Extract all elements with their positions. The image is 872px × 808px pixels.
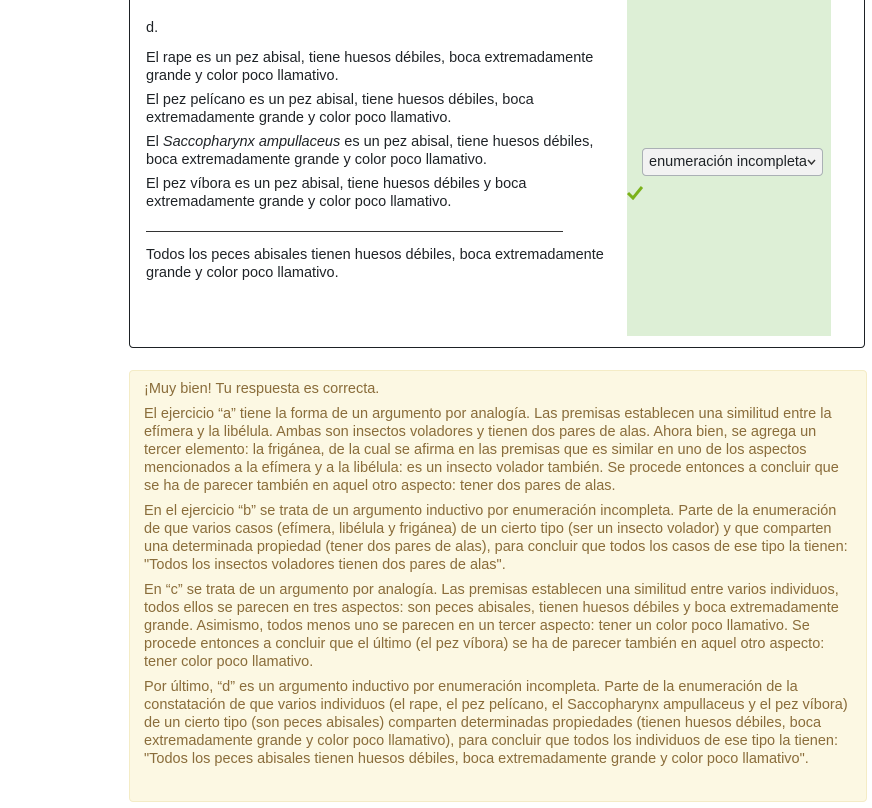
feedback-d: Por último, “d” es un argumento inductivo por enumeración incompleta. Parte de la enumeración de la constatación de que varios individuos (el rape, el pez pelícano, el Saccopharynx ampullaceus y el pez víbora) de un cierto tipo (son peces abisales) comparten determinadas propiedades (tienen huesos débiles, boca extremadamente grande y color poco llamativo), para concluir que todos los individuos de ese tipo la tienen: "Todos los peces abisales tienen huesos débiles, boca extremadamente grande y color poco llamativo". xyxy=(144,679,848,767)
premise-3-species: Saccopharynx ampullaceus xyxy=(162,134,341,150)
conclusion-divider xyxy=(146,231,563,232)
question-text xyxy=(146,19,616,288)
feedback-c: En “c” se trata de un argumento por analogía. Las premisas establecen una similitud entre varios individuos, todos ellos se parecen en tres aspectos: son peces abisales, tienen huesos débiles y boca extremadamente grande. Asimismo, todos menos uno se parecen en un tercer aspecto: tener un color poco llamativo. Se procede entonces a concluir que el último (el pez víbora) se ha de parecer también en aquel otro aspecto: tener color poco llamativo. xyxy=(144,582,839,670)
feedback-b: En el ejercicio “b” se trata de un argumento inductivo por enumeración incompleta. Parte de la enumeración de que varios casos (efímera, libélula y frigánea) de un cierto tipo (ser un insecto volador) y que comparten una determinada propiedad (tener dos pares de alas), para concluir que todos los casos de ese tipo la tienen: "Todos los insectos voladores tienen dos pares de alas". xyxy=(144,503,848,573)
answer-select-value: enumeración incompleta xyxy=(649,154,807,170)
premise-2: El pez pelícano es un pez abisal, tiene huesos débiles, boca extremadamente grande y color poco llamativo. xyxy=(146,92,534,126)
answer-cell xyxy=(627,0,831,336)
check-icon xyxy=(627,183,643,206)
answer-select[interactable] xyxy=(642,148,823,176)
conclusion: Todos los peces abisales tienen huesos débiles, boca extremadamente grande y color poco llamativo. xyxy=(146,247,604,281)
question-box xyxy=(129,0,865,348)
premise-3-suffix: es un pez abisal, tiene huesos débiles, boca extremadamente grande y color poco llamativo. xyxy=(146,134,594,168)
premise-3 xyxy=(146,133,616,169)
premise-1: El rape es un pez abisal, tiene huesos débiles, boca extremadamente grande y color poco llamativo. xyxy=(146,50,594,84)
feedback-panel xyxy=(129,370,867,802)
feedback-a: El ejercicio “a” tiene la forma de un argumento por analogía. Las premisas establecen una similitud entre la efímera y la libélula. Ambas son insectos voladores y tienen dos pares de alas. Ahora bien, se agrega un tercer elemento: la frigánea, de la cual se afirma en las premisas que es similar en uno de los aspectos mencionados a la efímera y a la libélula: es un insecto volador también. Se procede entonces a concluir que se ha de parecer también en aquel otro aspecto: tener dos pares de alas. xyxy=(144,406,839,494)
feedback-correct: ¡Muy bien! Tu respuesta es correcta. xyxy=(144,381,380,397)
premise-4: El pez víbora es un pez abisal, tiene huesos débiles y boca extremadamente grande y color poco llamativo. xyxy=(146,176,527,210)
question-label: d. xyxy=(146,20,159,36)
chevron-down-icon xyxy=(807,149,816,185)
premise-3-prefix: El xyxy=(146,134,163,150)
